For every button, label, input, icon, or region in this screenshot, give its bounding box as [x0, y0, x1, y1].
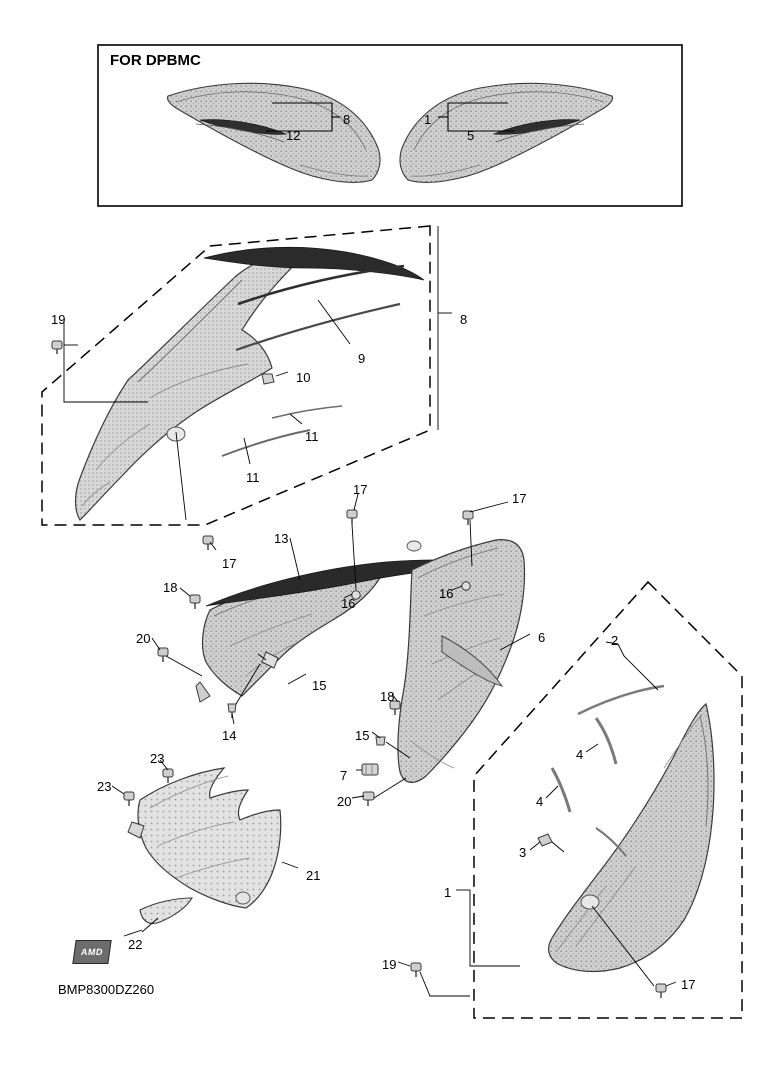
- fastener-23-b: [124, 792, 134, 806]
- callout-number: 23: [97, 779, 112, 794]
- amd-badge: [72, 940, 111, 964]
- inset-left-decal: [167, 83, 380, 182]
- callout-number: 14: [222, 728, 237, 743]
- fastener-23-a: [163, 769, 173, 783]
- callout-number: 1: [444, 885, 452, 900]
- callout-number: 16: [341, 596, 356, 611]
- callout-number: 15: [312, 678, 327, 693]
- fastener-18-left: [190, 595, 200, 609]
- amd-badge-text: AMD: [80, 947, 104, 957]
- callout-number: 17: [353, 482, 368, 497]
- fastener-17-mid-b: [463, 511, 473, 525]
- fastener-19-top: [52, 341, 62, 354]
- upper-dashed-assembly: [42, 226, 452, 550]
- callout-number: 11: [246, 470, 260, 485]
- callout-number: 9: [358, 351, 366, 366]
- callout-number: 17: [512, 491, 527, 506]
- callout-number: 6: [538, 630, 546, 645]
- fastener-20-mid: [363, 792, 374, 806]
- callout-number: 17: [222, 556, 237, 571]
- callout-number: 12: [286, 128, 301, 143]
- callout-number: 8: [343, 112, 351, 127]
- callout-number: 7: [340, 768, 348, 783]
- callout-number: 2: [611, 633, 619, 648]
- callout-number: 3: [519, 845, 527, 860]
- callout-number: 4: [576, 747, 584, 762]
- clip-7: [362, 764, 378, 775]
- fastener-17-bottom: [656, 984, 666, 998]
- callout-number: 11: [305, 429, 319, 444]
- right-side-cover-assembly: [344, 491, 530, 806]
- callout-number: 19: [382, 957, 397, 972]
- callout-number: 1: [424, 112, 432, 127]
- callout-number: 13: [274, 531, 289, 546]
- inset-right-decal: [400, 83, 613, 182]
- inset-group-dpbmc: [98, 45, 682, 206]
- fastener-19-bottom: [411, 963, 421, 977]
- callout-number: 18: [163, 580, 178, 595]
- inset-box-label: FOR DPBMC: [110, 52, 201, 69]
- callout-number: 4: [536, 794, 544, 809]
- callout-number: 18: [380, 689, 395, 704]
- callout-number: 20: [337, 794, 352, 809]
- callout-number: 10: [296, 370, 311, 385]
- callout-number: 23: [150, 751, 165, 766]
- callout-number: 5: [467, 128, 475, 143]
- callout-number: 20: [136, 631, 151, 646]
- fastener-17-mid-a: [347, 510, 357, 524]
- part-code-label: BMP8300DZ260: [58, 982, 155, 997]
- fastener-17-upper-assembly: [203, 536, 213, 550]
- callout-number: 8: [460, 312, 468, 327]
- callout-number: 21: [306, 868, 321, 883]
- fastener-15-mid: [376, 737, 385, 745]
- lower-left-cover-assembly: [112, 760, 298, 936]
- fastener-20-left: [158, 648, 168, 662]
- callout-number: 15: [355, 728, 370, 743]
- clip-10: [262, 374, 274, 384]
- callout-number: 16: [439, 586, 454, 601]
- fastener-16-mid-b: [462, 582, 470, 590]
- callout-number: 19: [51, 312, 66, 327]
- callout-number: 22: [128, 937, 143, 952]
- callout-number: 17: [681, 977, 696, 992]
